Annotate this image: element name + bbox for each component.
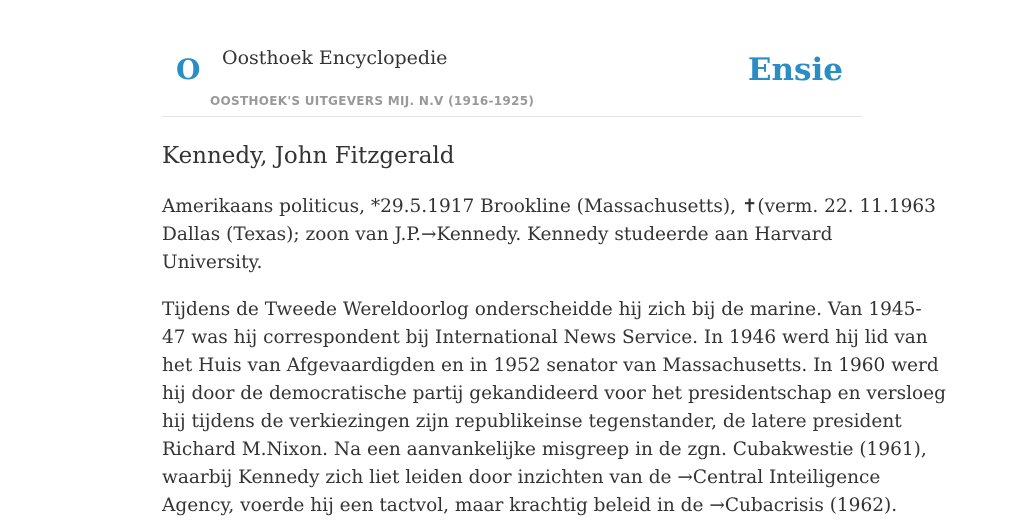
entry-title: Kennedy, John Fitzgerald: [162, 143, 455, 169]
source-logo[interactable]: O: [176, 53, 201, 86]
page: [162, 0, 946, 520]
entry-paragraph-2: [162, 296, 946, 520]
source-title[interactable]: Oosthoek Encyclopedie: [222, 47, 448, 69]
paragraph-line: hij door de democratische partij gekandideerd voor het presidentschap en versloeg: [162, 383, 946, 404]
paragraph-line[interactable]: waarbij Kennedy zich liet leiden door inzichten van de →Central Inteiligence: [162, 467, 881, 488]
paragraph-line: University.: [162, 252, 263, 273]
paragraph-line[interactable]: Agency, voerde hij een tactvol, maar krachtig beleid in de →Cubacrisis (1962).: [162, 495, 898, 516]
paragraph-line: Amerikaans politicus, *29.5.1917 Brookline (Massachusetts), ✝(verm. 22. 11.1963: [162, 196, 936, 217]
paragraph-line: het Huis van Afgevaardigden en in 1952 senator van Massachusetts. In 1960 werd: [162, 355, 939, 376]
ensie-logo[interactable]: Ensie: [747, 52, 843, 88]
paragraph-line: Tijdens de Tweede Wereldoorlog onderscheidde hij zich bij de marine. Van 1945-: [162, 299, 922, 320]
paragraph-line: 47 was hij correspondent bij International News Service. In 1946 werd hij lid van: [162, 327, 928, 348]
source-subtitle: OOSTHOEK'S UITGEVERS MIJ. N.V (1916-1925): [210, 94, 535, 108]
paragraph-line[interactable]: Dallas (Texas); zoon van J.P.→Kennedy. Kennedy studeerde aan Harvard: [162, 224, 833, 245]
entry-paragraph-1: [162, 193, 936, 277]
paragraph-line: Richard M.Nixon. Na een aanvankelijke misgreep in de zgn. Cubakwestie (1961),: [162, 439, 927, 460]
source-header: [162, 0, 862, 117]
paragraph-line: hij tijdens de verkiezingen zijn republikeinse tegenstander, de latere president: [162, 411, 902, 432]
